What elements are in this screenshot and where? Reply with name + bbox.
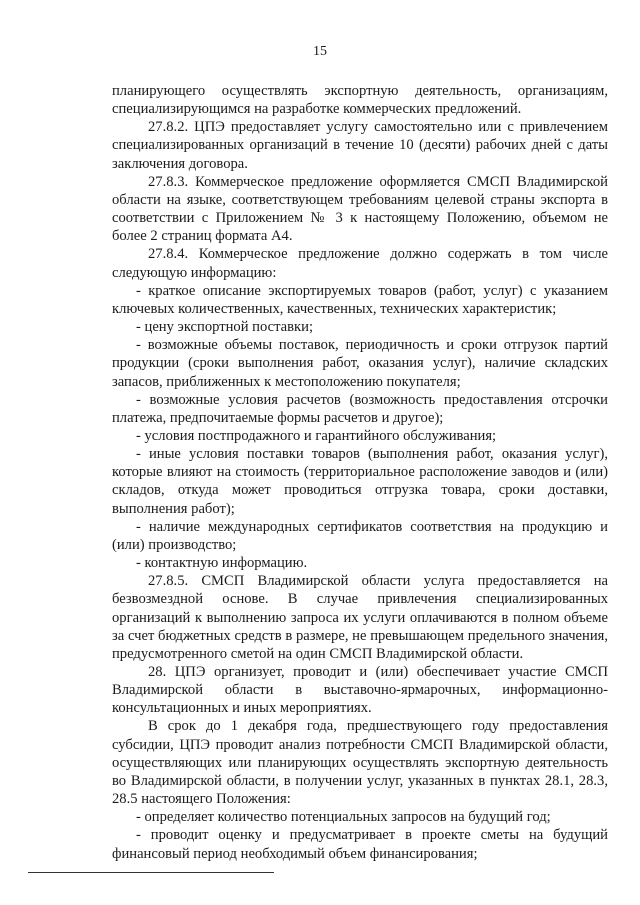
paragraph: 28. ЦПЭ организует, проводит и (или) обеспечивает участие СМСП Владимирской области в выставочно-ярмарочных, информационно-консультационных и иных мероприятиях.: [112, 664, 608, 717]
list-item: - условия постпродажного и гарантийного обслуживания;: [136, 427, 497, 444]
paragraph: планирующего осуществлять экспортную деятельность, организациям, специализирующимся на разработке коммерческих предложений.: [112, 83, 608, 118]
paragraph: 27.8.2. ЦПЭ предоставляет услугу самостоятельно или с привлечением специализированных организаций в течение 10 (десяти) рабочих дней с даты заключения договора.: [112, 119, 608, 172]
list-item: - контактную информацию.: [136, 555, 308, 572]
paragraph: В срок до 1 декабря года, предшествующего году предоставления субсидии, ЦПЭ проводит анализ потребности СМСП Владимирской области, осуществляющих или планирующих осуществлять экспортную деятельность во Владимирской области, в получении услуг, указанных в пунктах 28.1, 28.3, 28.5 настоящего Положения:: [112, 718, 608, 808]
list-item: - возможные условия расчетов (возможность предоставления отсрочки платежа, предпочитаемые формы расчетов и другое);: [112, 391, 608, 426]
list-item: - возможные объемы поставок, периодичность и сроки отгрузок партий продукции (сроки выполнения работ, оказания услуг), наличие складских запасов, приближенных к местоположению покупателя;: [112, 337, 608, 390]
document-body: [112, 82, 608, 863]
footnote-separator: [28, 872, 274, 873]
paragraph: 27.8.4. Коммерческое предложение должно содержать в том числе следующую информацию:: [112, 246, 608, 281]
list-item: - иные условия поставки товаров (выполнения работ, оказания услуг), которые влияют на стоимость (территориальное расположение заводов и (или) складов, откуда может проводиться отгрузка товара, сроки доставки, выполнения работ);: [112, 446, 608, 517]
paragraph: 27.8.3. Коммерческое предложение оформляется СМСП Владимирской области на языке, соответствующем требованиям целевой страны экспорта в соответствии с Приложением № 3 к настоящему Положению, объемом не более 2 страниц формата А4.: [112, 173, 608, 245]
list-item: - цену экспортной поставки;: [136, 319, 313, 336]
list-item: - определяет количество потенциальных запросов на будущий год;: [136, 809, 551, 826]
page-number: 15: [313, 44, 327, 59]
list-item: - наличие международных сертификатов соответствия на продукцию и (или) производство;: [112, 518, 608, 553]
list-item: - проводит оценку и предусматривает в проекте сметы на будущий финансовый период необходимый объем финансирования;: [112, 827, 608, 862]
list-item: - краткое описание экспортируемых товаров (работ, услуг) с указанием ключевых количественных, качественных, технических характеристик;: [112, 282, 608, 317]
paragraph: 27.8.5. СМСП Владимирской области услуга предоставляется на безвозмездной основе. В случае привлечения специализированных организаций к выполнению запроса их услуги оплачиваются в полном объеме за счет бюджетных средств в размере, не превышающем предельного значения, предусмотренного сметой на один СМСП Владимирской области.: [112, 573, 608, 662]
